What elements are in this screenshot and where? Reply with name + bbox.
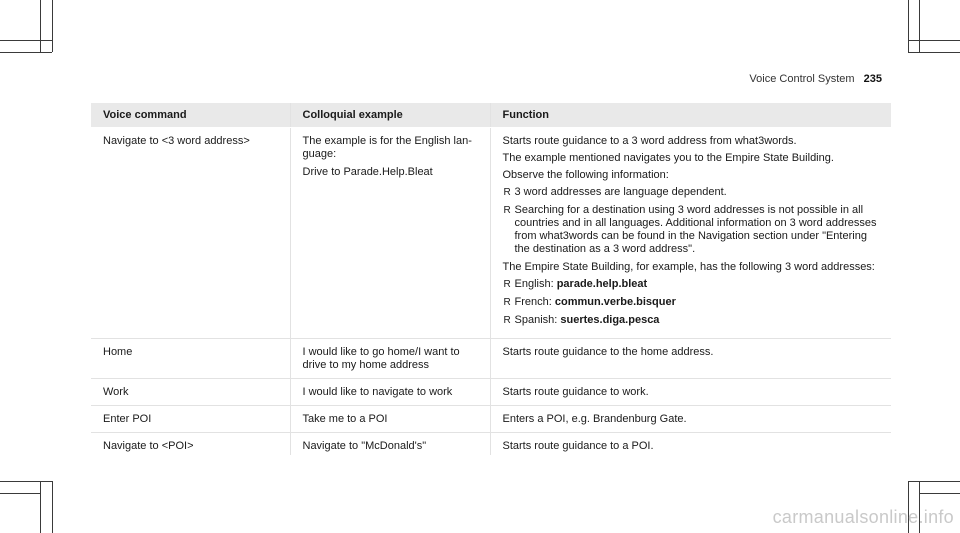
list-item [503, 314, 884, 327]
cell-function: Starts route guidance to work. [490, 379, 891, 406]
w3w-address: commun.verbe.bisquer [554, 296, 676, 308]
cell-example: I would like to navigate to work [290, 379, 490, 406]
running-header [749, 73, 882, 85]
cell-example: Navigate to "McDonald's" [290, 433, 490, 456]
function-paragraph: The example mentioned navigates you to the Empire State Building. [502, 152, 834, 164]
bullet-icon: R [503, 279, 511, 290]
list-item: R Searching for a destination using 3 word addresses is not possible in all countries and in all languages. Additional information on 3 word addresses from what3words can be found in the Navigation section under "Entering the destination as a 3 word address". [503, 204, 877, 255]
cell-command: Home [91, 339, 290, 379]
table-row [91, 339, 891, 379]
w3w-address: suertes.diga.pesca [560, 314, 660, 326]
table-row [91, 379, 891, 406]
address-bullet-list [503, 278, 884, 327]
language-label: English: [514, 278, 554, 290]
cell-example: I would like to go home/I want to drive to my home address [290, 339, 490, 379]
example-line: guage: [302, 148, 337, 160]
bullet-icon: R [503, 315, 511, 326]
cell-function: Starts route guidance to the home address. [490, 339, 891, 379]
cell-function: Starts route guidance to a POI. [490, 433, 891, 456]
page-number: 235 [863, 73, 882, 85]
column-header-command: Voice command [91, 103, 290, 128]
list-item [503, 296, 884, 309]
example-line: Drive to Parade.Help.Bleat [302, 166, 433, 178]
cell-example: Take me to a POI [290, 406, 490, 433]
cell-command: Work [91, 379, 290, 406]
cell-example [290, 128, 490, 339]
function-paragraph: Observe the following information: [502, 169, 669, 181]
table-header-row [91, 103, 891, 128]
bullet-icon: R [503, 187, 511, 198]
table-row [91, 433, 891, 456]
cell-command: Navigate to <POI> [91, 433, 290, 456]
table-row [91, 128, 891, 339]
bullet-icon: R [503, 205, 511, 216]
cell-function: Enters a POI, e.g. Brandenburg Gate. [490, 406, 891, 433]
function-paragraph: The Empire State Building, for example, has the following 3 word addresses: [502, 261, 875, 273]
column-header-example: Colloquial example [290, 103, 490, 128]
watermark: carmanualsonline.info [772, 507, 954, 527]
table-row [91, 406, 891, 433]
list-item [503, 278, 884, 291]
language-label: French: [514, 296, 552, 308]
language-label: Spanish: [514, 314, 558, 326]
cell-command: Enter POI [91, 406, 290, 433]
cell-command: Navigate to <3 word address> [103, 135, 250, 147]
voice-command-table [91, 103, 891, 455]
info-bullet-list [503, 186, 884, 256]
example-line: The example is for the English lan- [302, 135, 472, 147]
list-item: R 3 word addresses are language dependent. [503, 186, 727, 198]
section-title: Voice Control System [749, 73, 855, 85]
w3w-address: parade.help.bleat [556, 278, 648, 290]
column-header-function: Function [490, 103, 891, 128]
bullet-icon: R [503, 297, 511, 308]
function-paragraph: Starts route guidance to a 3 word address from what3words. [502, 135, 797, 147]
cell-function [490, 128, 891, 339]
